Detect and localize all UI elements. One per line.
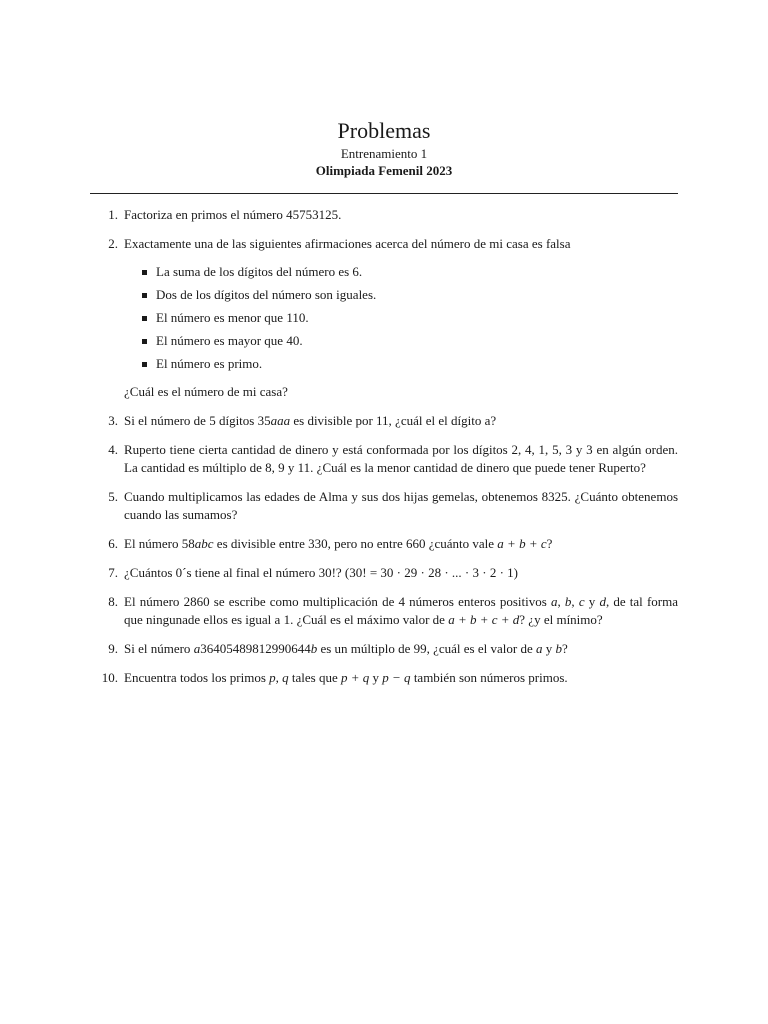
problem-number: 2. xyxy=(108,236,118,251)
problem-number: 1. xyxy=(108,207,118,222)
problem-list xyxy=(90,206,678,698)
problem-9: 9. Si el número a36405489812990644b es un múltiplo de 99, ¿cuál es el valor de a y b? xyxy=(90,640,678,658)
problem-text: Cuando multiplicamos las edades de Alma y sus dos hijas gemelas, obtenemos 8325. ¿Cuánto obtenemos cuando las sumamos? xyxy=(124,489,678,522)
problem-text: Factoriza en primos el número 45753125. xyxy=(124,207,342,222)
problem-number: 6. xyxy=(108,536,118,551)
problem-number: 4. xyxy=(108,442,118,457)
list-item: La suma de los dígitos del número es 6. xyxy=(124,263,678,281)
problem-6: 6. El número 58abc es divisible entre 330, pero no entre 660 ¿cuánto vale a + b + c? xyxy=(90,535,678,553)
math-expression: p − q xyxy=(382,670,411,685)
list-item: Dos de los dígitos del número son iguales. xyxy=(124,286,678,304)
problem-text: Ruperto tiene cierta cantidad de dinero y está conformada por los dígitos 2, 4, 1, 5, 3 y 3 en algún orden. La cantidad es múltiplo de 8, 9 y 11. ¿Cuál es la menor cantidad de dinero que puede tener Ruperto? xyxy=(124,442,678,475)
math-expression: p + q xyxy=(341,670,370,685)
math-variable: b xyxy=(564,594,572,609)
horizontal-rule xyxy=(90,193,678,194)
problem-number: 5. xyxy=(108,489,118,504)
problem-3: 3. Si el número de 5 dígitos 35aaa es divisible por 11, ¿cuál el el dígito a? xyxy=(90,412,678,430)
statement-list xyxy=(124,263,678,373)
math-variable: a xyxy=(193,641,201,656)
problem-followup: ¿Cuál es el número de mi casa? xyxy=(124,384,288,399)
math-expression: a + b + c + d xyxy=(448,612,520,627)
math-variable: d xyxy=(599,594,606,609)
problem-number: 10. xyxy=(101,670,118,685)
problem-text: ¿Cuántos 0´s tiene al final el número 30!? (30! = 30 · 29 · 28 · ... · 3 · 2 · 1) xyxy=(124,565,518,580)
list-item: El número es mayor que 40. xyxy=(124,332,678,350)
math-variable: c xyxy=(578,594,585,609)
problem-1 xyxy=(90,206,678,224)
problem-number: 3. xyxy=(108,413,118,428)
square-bullet-icon xyxy=(142,316,147,321)
math-variable: b xyxy=(310,641,318,656)
problem-text: Exactamente una de las siguientes afirmaciones acerca del número de mi casa es falsa xyxy=(124,236,571,251)
math-variable: b xyxy=(555,641,562,656)
problem-5 xyxy=(90,488,678,524)
math-variable: a xyxy=(550,594,558,609)
square-bullet-icon xyxy=(142,270,147,275)
problem-2 xyxy=(90,235,678,401)
event-name: Olimpiada Femenil 2023 xyxy=(315,163,453,178)
problem-10: 10. Encuentra todos los primos p, q tales que p + q y p − q también son números primos. xyxy=(90,669,678,687)
problem-8: 8. El número 2860 se escribe como multiplicación de 4 números enteros positivos a, b, c y d, de tal forma que ningunade ellos es igual a 1. ¿Cuál es el máximo valor de a + b + c + d? ¿y el mínimo? xyxy=(90,593,678,629)
math-expression: a + b + c xyxy=(497,536,547,551)
problem-number: 7. xyxy=(108,565,118,580)
math-variable: p, q xyxy=(269,670,289,685)
math-variable: a xyxy=(535,641,543,656)
page-subtitle: Entrenamiento 1 xyxy=(340,146,428,161)
square-bullet-icon xyxy=(142,362,147,367)
problem-7 xyxy=(90,564,678,582)
math-variable: abc xyxy=(194,536,214,551)
square-bullet-icon xyxy=(142,339,147,344)
problem-number: 9. xyxy=(108,641,118,656)
list-item: El número es menor que 110. xyxy=(124,309,678,327)
problem-number: 8. xyxy=(108,594,118,609)
page-title: Problemas xyxy=(337,118,431,143)
math-variable: aaa xyxy=(270,413,291,428)
problem-4 xyxy=(90,441,678,477)
square-bullet-icon xyxy=(142,293,147,298)
list-item: El número es primo. xyxy=(124,355,678,373)
